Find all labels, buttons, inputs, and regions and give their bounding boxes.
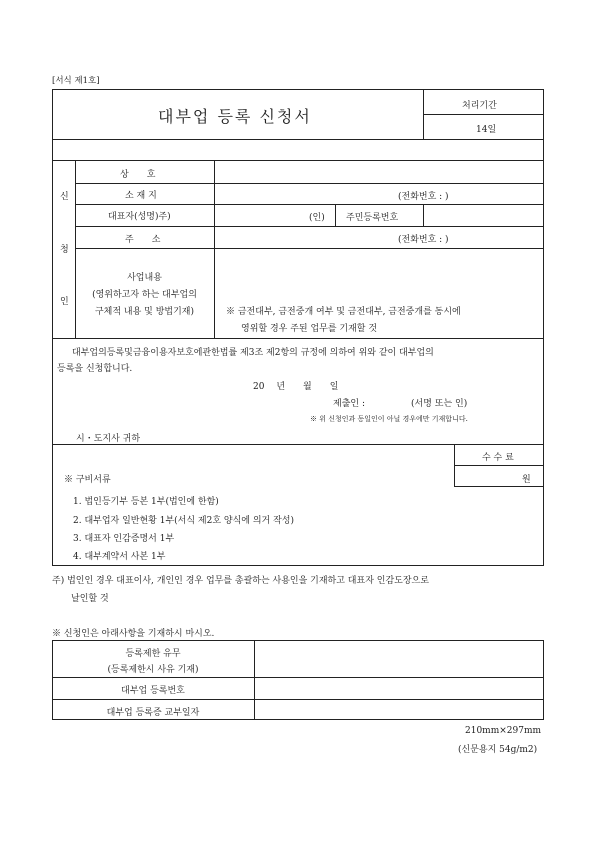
statement-line-1: 대부업의등록및금융이용자보호에관한법률 제3조 제2항의 규정에 의하여 위와 같이 대부업의 [72, 348, 434, 358]
business-label-1: 사업내용 [127, 273, 162, 283]
seal-mark: (인) [309, 213, 325, 223]
signature-label: (서명 또는 인) [411, 399, 468, 409]
fee-label: 수 수 료 [482, 453, 514, 463]
business-note-1: ※ 금전대부, 금전중개 여부 및 금전대부, 금전중개를 동시에 [226, 307, 461, 317]
submitter-label: 제출인 : [333, 399, 365, 409]
business-label-2: (영위하고자 하는 대부업의 [92, 290, 197, 300]
applicant-side-label-1: 신 [60, 192, 69, 202]
bottom-row1-l2: (등록제한시 사유 기재) [107, 665, 199, 675]
bottom-row1-l1: 등록제한 유무 [125, 649, 181, 659]
bottom-row3: 대부업 등록증 교부일자 [106, 708, 200, 718]
doc-item-2: 2. 대부업자 일반현황 1부(서식 제2호 양식에 의거 작성) [73, 516, 294, 526]
doc-item-1: 1. 법인등기부 등본 1부(법인에 한함) [73, 497, 219, 507]
address-phone: (전화번호 : ) [398, 235, 449, 245]
applicant-side-label-3: 인 [60, 297, 69, 307]
page-title: 대부업 등록 신청서 [158, 107, 312, 126]
paper-size: 210mm×297mm [465, 726, 542, 736]
doc-item-3: 3. 대표자 인감증명서 1부 [73, 534, 175, 544]
form-number-label: [서식 제1호] [52, 76, 100, 86]
submitter-note: ※ 위 신청인과 동일인이 아닐 경우에만 기재합니다. [310, 415, 468, 423]
instructions: ※ 신청인은 아래사항을 기재하시 마시오. [52, 629, 215, 639]
applicant-side-label-2: 청 [60, 245, 69, 255]
bottom-row2: 대부업 등록번호 [121, 686, 185, 696]
location-phone: (전화번호 : ) [398, 192, 449, 202]
doc-item-4: 4. 대부계약서 사본 1부 [73, 552, 166, 562]
docs-title: ※ 구비서류 [64, 475, 111, 485]
representative-label: 대표자(성명)주) [108, 212, 171, 222]
business-label-3: 구체적 내용 및 방법기재) [94, 307, 195, 317]
business-note-2: 영위할 경우 주된 업무를 기재할 것 [241, 324, 378, 334]
paper-type: (신문용지 54g/m2) [458, 745, 538, 755]
processing-period-value: 14일 [476, 125, 497, 135]
fee-unit: 원 [522, 475, 531, 485]
footnote-line-2: 날인할 것 [71, 594, 109, 604]
processing-period-label: 처리기간 [462, 101, 497, 111]
address-label: 주 소 [125, 235, 161, 245]
location-label: 소 재 지 [125, 191, 157, 201]
statement-line-2: 등록을 신청합니다. [57, 364, 133, 374]
date-line: 20 년 월 일 [253, 382, 339, 392]
resident-number-label: 주민등록번호 [346, 213, 399, 223]
trade-name-label: 상 호 [120, 170, 156, 180]
addressee: 시・도지사 귀하 [76, 434, 141, 444]
footnote-line-1: 주) 법인인 경우 대표이사, 개인인 경우 업무를 총괄하는 사용인을 기재하고 대표자 인감도장으로 [52, 576, 429, 586]
